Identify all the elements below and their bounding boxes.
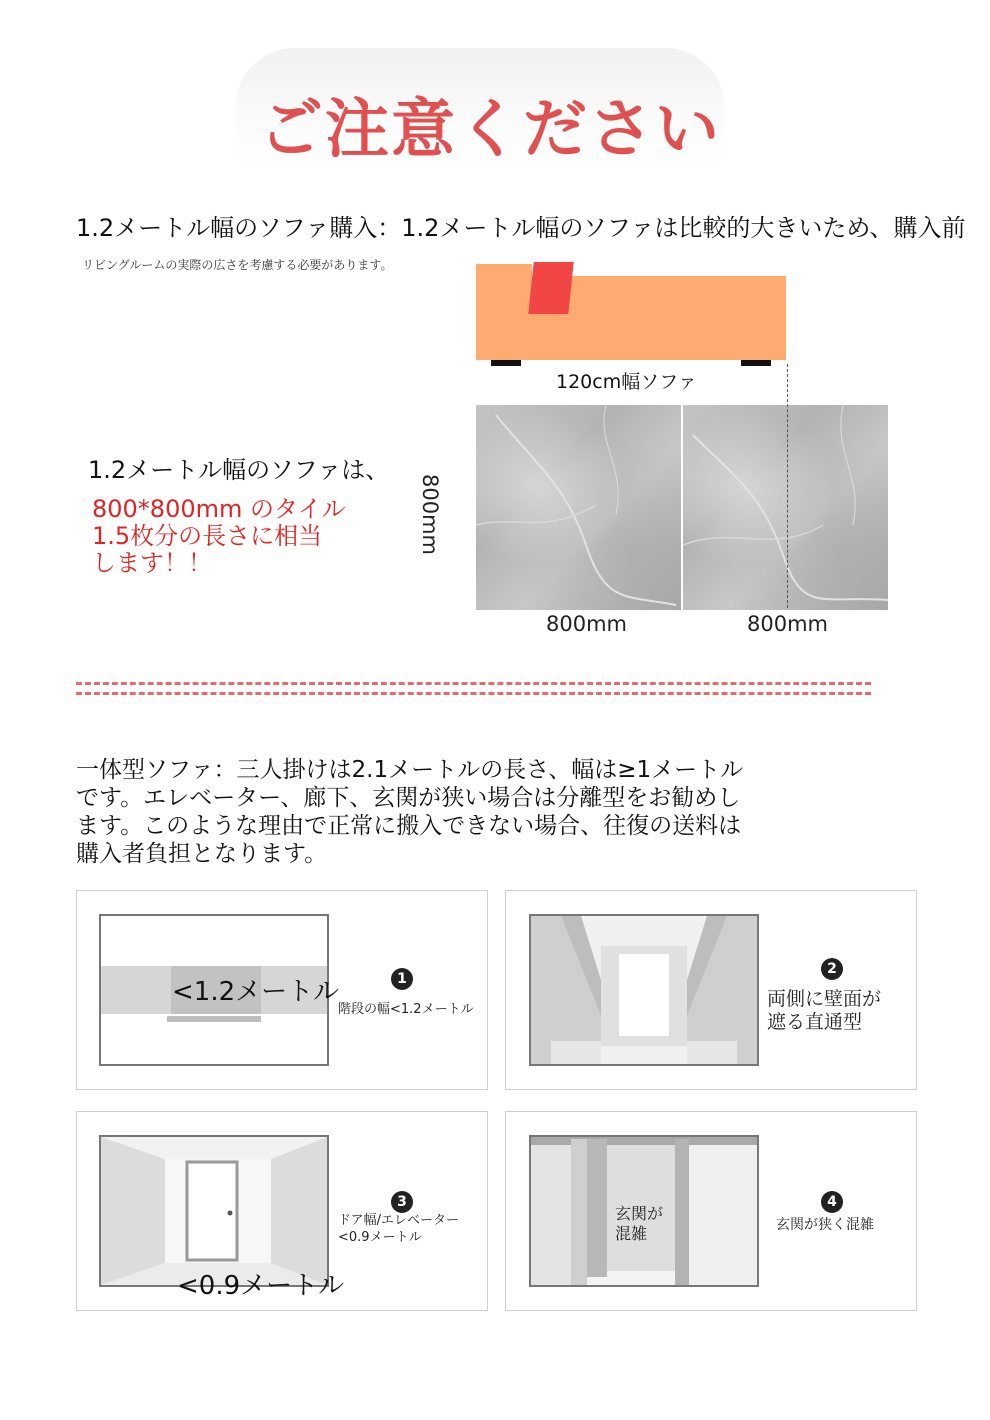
comparison-heading: 1.2メートル幅のソファは、 [88, 456, 390, 484]
sofa-edge-guide [787, 364, 788, 608]
tile-width-label: 800mm [546, 612, 627, 636]
marble-veins [683, 405, 888, 610]
number-1-icon: 1 [391, 968, 413, 990]
label-line: ドア幅/エレベーター [338, 1213, 459, 1228]
door-measure: <0.9メートル [177, 1271, 345, 1301]
panel-label: 階段の幅<1.2メートル [338, 1002, 474, 1017]
tile-width-label: 800mm [747, 612, 828, 636]
label-line: <0.9メートル [338, 1230, 422, 1245]
sofa-cushion [528, 262, 573, 314]
page-title: ご注意ください [259, 93, 721, 167]
highlight-line: します！！ [92, 549, 212, 577]
label-line: 両側に壁面が [767, 988, 882, 1010]
sofa-caption: 120cm幅ソファ [556, 371, 697, 393]
entrance-scene-text [615, 1204, 663, 1244]
number-2-icon: 2 [821, 958, 843, 980]
label-line: 遮る直通型 [767, 1011, 863, 1033]
stair-step [167, 1016, 261, 1022]
number-4-icon: 4 [821, 1191, 843, 1213]
sofa-leg-right [741, 360, 771, 366]
number-3-icon: 3 [391, 1191, 413, 1213]
room-drawing [101, 1137, 327, 1285]
panel-label [767, 988, 881, 1034]
panel-entrance [505, 1111, 917, 1311]
highlight-line: 800*800mm のタイル [92, 495, 346, 523]
paragraph-line: ます。このような理由で正常に搬入できない場合、往復の送料は [76, 813, 742, 839]
panel-stairs [76, 890, 488, 1090]
paragraph-line: 一体型ソファ：三人掛けは2.1メートルの長さ、幅は≥1メートル [76, 757, 744, 783]
tile-right [683, 405, 888, 610]
highlight-line: 1.5枚分の長さに相当 [92, 522, 323, 550]
marble-veins [476, 405, 681, 610]
sofa-illustration [476, 276, 786, 360]
sofa-leg-left [491, 360, 521, 366]
panel-door [76, 1111, 488, 1311]
paragraph-line: です。エレベーター、廊下、玄関が狭い場合は分離型をお勧めし [76, 785, 741, 811]
intro-heading: 1.2メートル幅のソファ購入：1.2メートル幅のソファは比較的大きいため、購入前 [76, 214, 966, 242]
tile-left [476, 405, 681, 610]
intro-subtext: リビングルームの実際の広さを考慮する必要があります。 [82, 258, 393, 272]
panel-label: 玄関が狭く混雑 [776, 1217, 874, 1233]
comparison-highlight [92, 496, 346, 577]
corridor-scene [529, 914, 759, 1066]
paragraph-line: 購入者負担となります。 [76, 841, 328, 867]
label-line: 混雑 [615, 1224, 648, 1243]
notice-paragraph [76, 756, 816, 868]
corridor-drawing [531, 916, 757, 1064]
panel-corridor [505, 890, 917, 1090]
label-line: 玄関が [615, 1204, 664, 1223]
tile-height-label: 800mm [418, 474, 442, 555]
panel-label [338, 1212, 459, 1246]
section-divider [76, 682, 871, 702]
stairs-measure: <1.2メートル [172, 977, 340, 1007]
